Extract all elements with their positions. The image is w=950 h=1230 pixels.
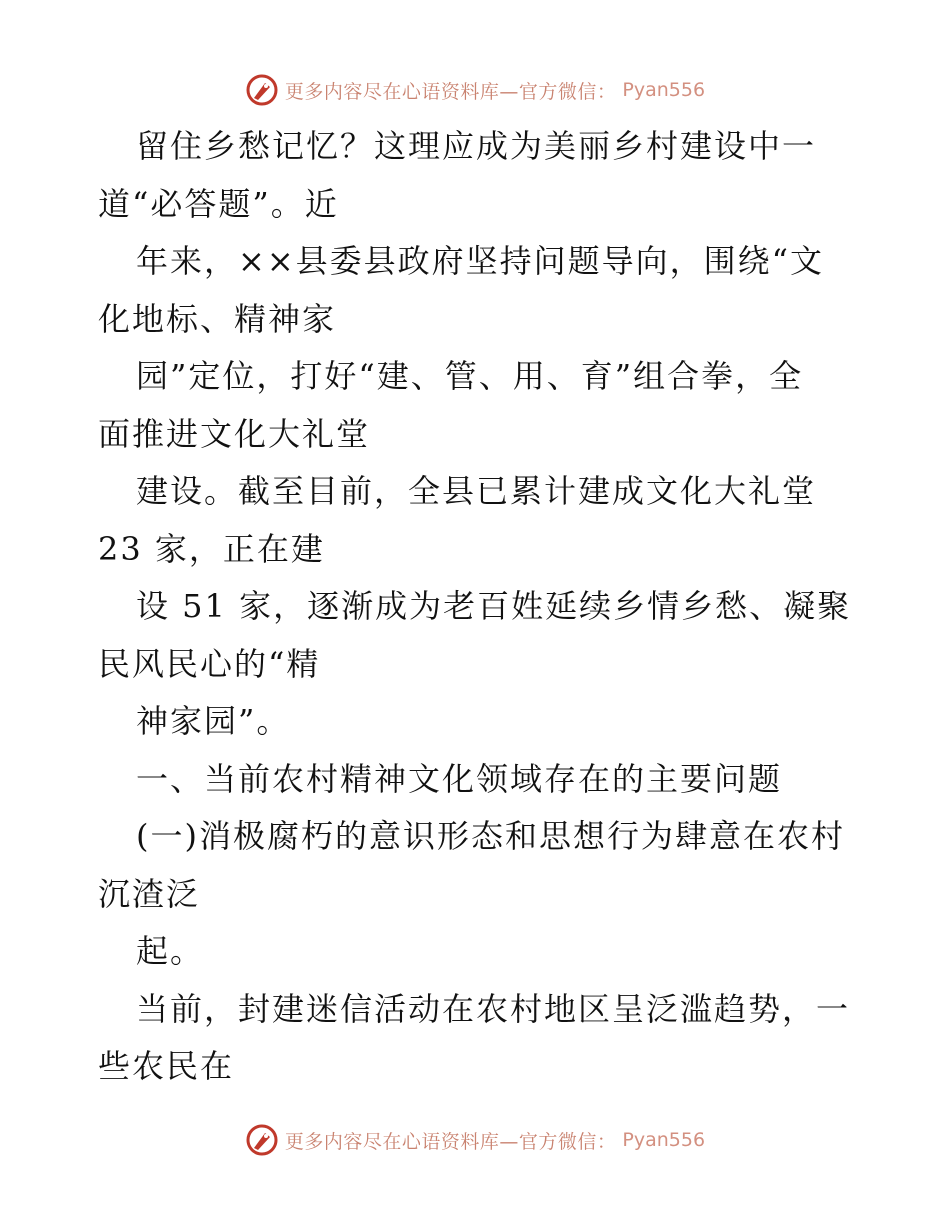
watermark-contact: Pyan556 [622, 79, 706, 101]
watermark-contact: Pyan556 [622, 1129, 706, 1151]
body-line: 民风民心的“精 [98, 644, 321, 683]
pen-nib-circle-icon [245, 73, 279, 107]
body-line: 设 51 家，逐渐成为老百姓延续乡情乡愁、凝聚 [136, 587, 852, 625]
document-body [98, 118, 868, 1096]
subsection-heading: (一)消极腐朽的意识形态和思想行为肆意在农村 [136, 817, 845, 855]
body-line: 神家园”。 [136, 702, 291, 740]
body-line: 园”定位，打好“建、管、用、育”组合拳，全 [136, 357, 804, 395]
body-line: 留住乡愁记忆？这理应成为美丽乡村建设中一 [136, 127, 817, 165]
body-line: 道“必答题”。近 [98, 184, 339, 223]
body-line: 些农民在 [98, 1047, 235, 1085]
watermark-text: 更多内容尽在心语资料库—官方微信： [284, 80, 617, 103]
body-line: 面推进文化大礼堂 [98, 414, 371, 453]
header-watermark [0, 70, 950, 110]
body-line: 年来，××县委县政府坚持问题导向，围绕“文 [136, 242, 824, 280]
body-line: 沉渣泛 [98, 874, 201, 913]
watermark-text: 更多内容尽在心语资料库—官方微信： [284, 1130, 617, 1153]
body-line: 化地标、精神家 [98, 299, 337, 338]
pen-nib-circle-icon [245, 1123, 279, 1157]
footer-watermark [0, 1120, 950, 1160]
body-line: 23 家，正在建 [98, 529, 325, 568]
section-heading: 一、当前农村精神文化领域存在的主要问题 [136, 759, 783, 798]
body-line: 建设。截至目前，全县已累计建成文化大礼堂 [136, 472, 817, 510]
body-line: 起。 [136, 932, 205, 970]
body-line: 当前，封建迷信活动在农村地区呈泛滥趋势，一 [136, 989, 851, 1028]
